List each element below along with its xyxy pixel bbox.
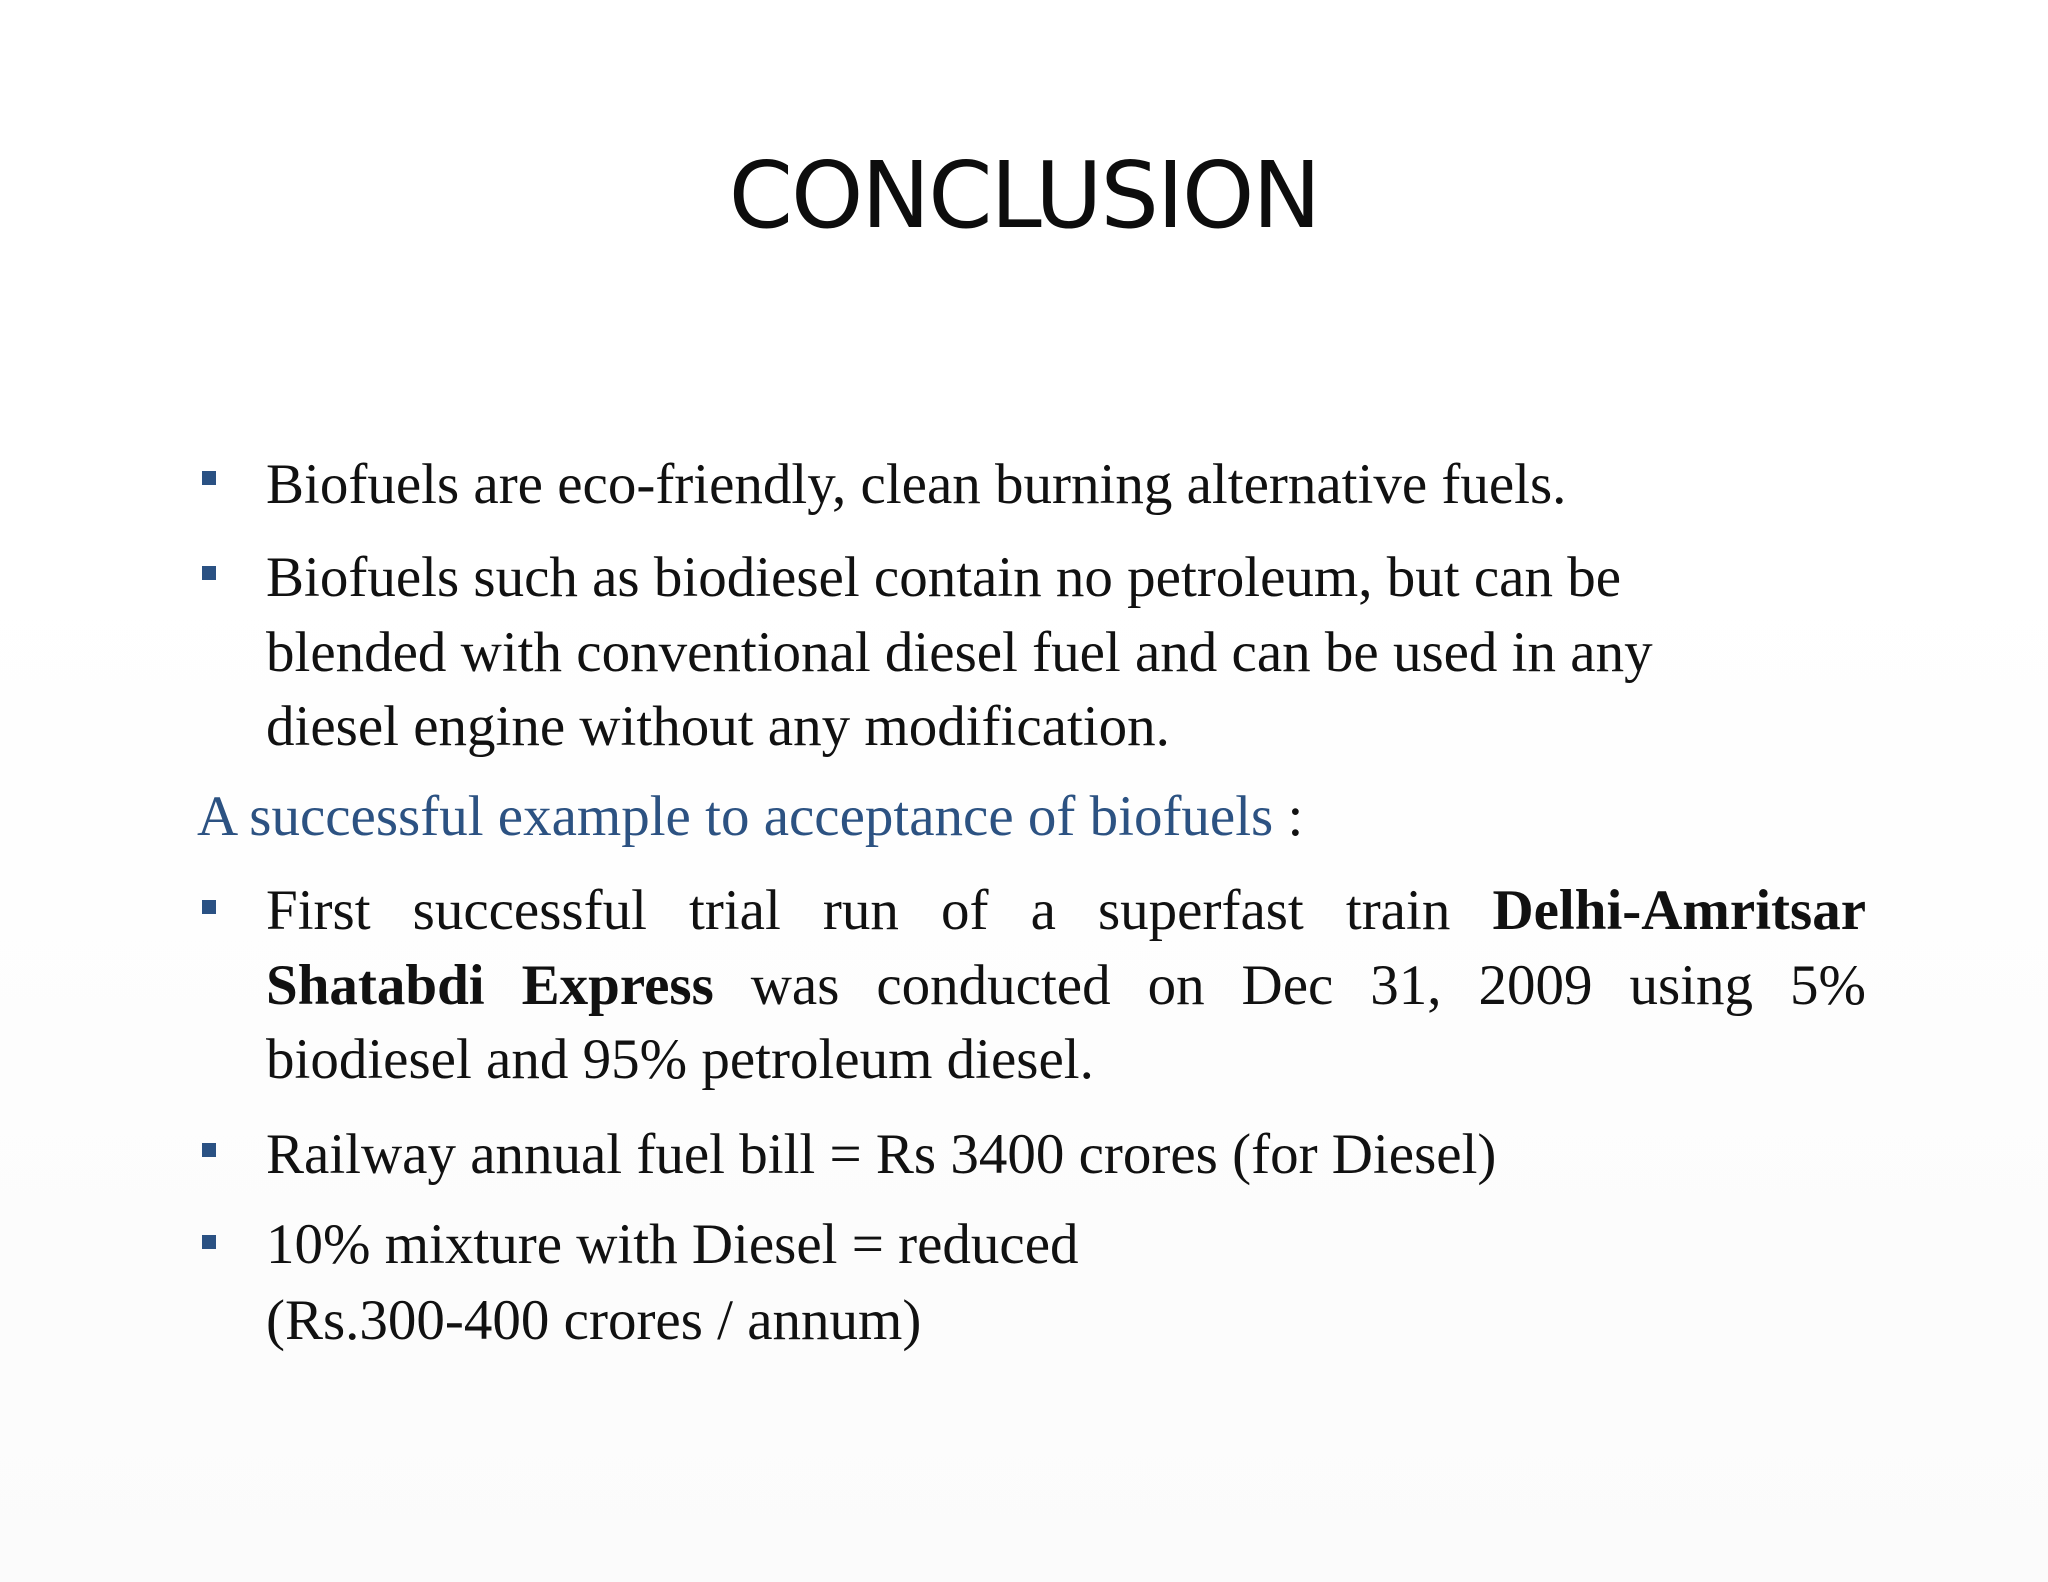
- bullet-square-icon: [202, 566, 216, 580]
- trial-line-1-prefix: First successful trial run of a superfast train: [266, 879, 1493, 942]
- mixture-text-line-2: (Rs.300-400 crores / annum): [266, 1289, 922, 1352]
- bullet-square-icon: [202, 900, 216, 914]
- bullet-square-icon: [202, 1143, 216, 1157]
- fuel-bill-text: Railway annual fuel bill = Rs 3400 crores (for Diesel): [266, 1123, 1497, 1186]
- trial-text-line-2: [266, 954, 1866, 1017]
- trial-text-line-1: [266, 879, 1866, 942]
- bullet-square-icon: [202, 1235, 216, 1249]
- mixture-text-line-1: 10% mixture with Diesel = reduced: [266, 1213, 1079, 1276]
- train-name-part-2: Shatabdi Express: [266, 954, 714, 1017]
- slide-title: CONCLUSION: [728, 142, 1320, 249]
- example-subheading-colon: :: [1273, 785, 1304, 848]
- bullet-text-biodiesel-line-3: diesel engine without any modification.: [266, 695, 1170, 758]
- example-subheading: [197, 785, 1304, 848]
- trial-line-2-suffix: was conducted on Dec 31, 2009 using 5%: [713, 954, 1866, 1017]
- bullet-square-icon: [202, 471, 216, 485]
- train-name-part-1: Delhi-Amritsar: [1492, 879, 1866, 942]
- bullet-text-biodiesel-line-2: blended with conventional diesel fuel and can be used in any: [266, 621, 1653, 684]
- example-subheading-text: A successful example to acceptance of biofuels: [197, 785, 1274, 848]
- trial-text-line-3: biodiesel and 95% petroleum diesel.: [266, 1028, 1094, 1091]
- bullet-text-eco-friendly: Biofuels are eco-friendly, clean burning alternative fuels.: [266, 453, 1567, 516]
- bullet-text-biodiesel-line-1: Biofuels such as biodiesel contain no petroleum, but can be: [266, 546, 1622, 609]
